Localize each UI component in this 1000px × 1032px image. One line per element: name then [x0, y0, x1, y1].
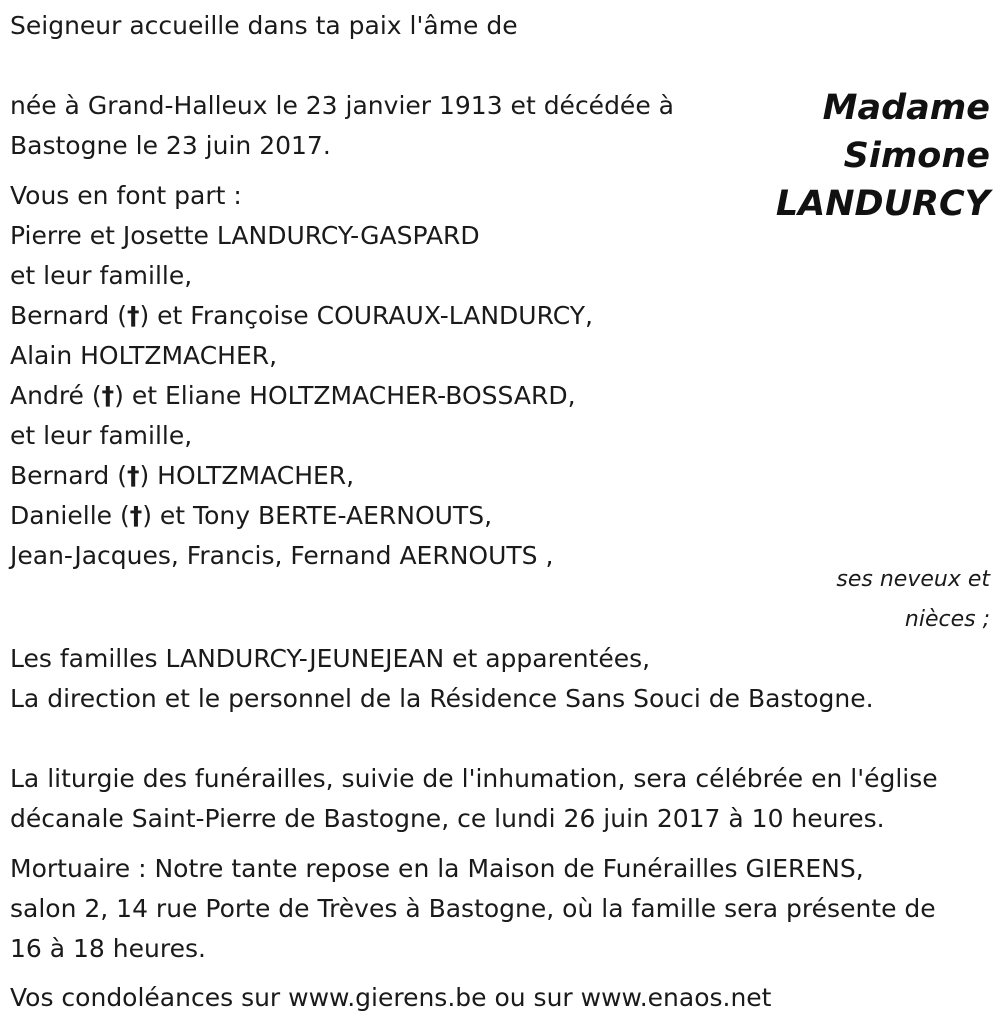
- mortuary-line-3: 16 à 18 heures.: [10, 934, 206, 963]
- announcers-heading: Vous en font part :: [10, 181, 242, 210]
- announcer-line: et leur famille,: [10, 421, 193, 450]
- announcer-line: Alain HOLTZMACHER,: [10, 341, 278, 370]
- deceased-first-name: Simone: [843, 136, 990, 176]
- announcer-line: Bernard (†) et Françoise COURAUX-LANDURCY,: [10, 301, 593, 330]
- mortuary-line-1: Mortuaire : Notre tante repose en la Maison de Funérailles GIERENS,: [10, 854, 864, 883]
- mortuary-line-2: salon 2, 14 rue Porte de Trèves à Bastogne, où la famille sera présente de: [10, 894, 936, 923]
- announcer-line: Jean-Jacques, Francis, Fernand AERNOUTS ,: [10, 541, 554, 570]
- funeral-line-2: décanale Saint-Pierre de Bastogne, ce lundi 26 juin 2017 à 10 heures.: [10, 804, 885, 833]
- announcer-line: André (†) et Eliane HOLTZMACHER-BOSSARD,: [10, 381, 576, 410]
- relation-note: [836, 560, 990, 640]
- announcer-line: Bernard (†) HOLTZMACHER,: [10, 461, 355, 490]
- announcer-line: Danielle (†) et Tony BERTE-AERNOUTS,: [10, 501, 493, 530]
- deceased-cross-icon: †: [129, 501, 143, 530]
- families-line-2: La direction et le personnel de la Résidence Sans Souci de Bastogne.: [10, 684, 874, 713]
- intro-text: Seigneur accueille dans ta paix l'âme de: [10, 11, 518, 40]
- relation-line-2: nièces ;: [904, 607, 990, 632]
- funeral-line-1: La liturgie des funérailles, suivie de l'inhumation, sera célébrée en l'église: [10, 764, 938, 793]
- announcer-line: et leur famille,: [10, 261, 193, 290]
- announcer-line: Pierre et Josette LANDURCY-GASPARD: [10, 221, 480, 250]
- deceased-title: Madame: [822, 88, 990, 128]
- deceased-cross-icon: †: [126, 301, 140, 330]
- birth-death-line-2: Bastogne le 23 juin 2017.: [10, 131, 331, 160]
- condolences-text: Vos condoléances sur www.gierens.be ou sur www.enaos.net: [10, 983, 772, 1012]
- deceased-cross-icon: †: [101, 381, 115, 410]
- deceased-name: [776, 84, 990, 228]
- families-line-1: Les familles LANDURCY-JEUNEJEAN et apparentées,: [10, 644, 651, 673]
- deceased-cross-icon: †: [126, 461, 140, 490]
- birth-death-line-1: née à Grand-Halleux le 23 janvier 1913 et décédée à: [10, 91, 674, 120]
- deceased-last-name: LANDURCY: [775, 184, 990, 224]
- relation-line-1: ses neveux et: [836, 567, 990, 592]
